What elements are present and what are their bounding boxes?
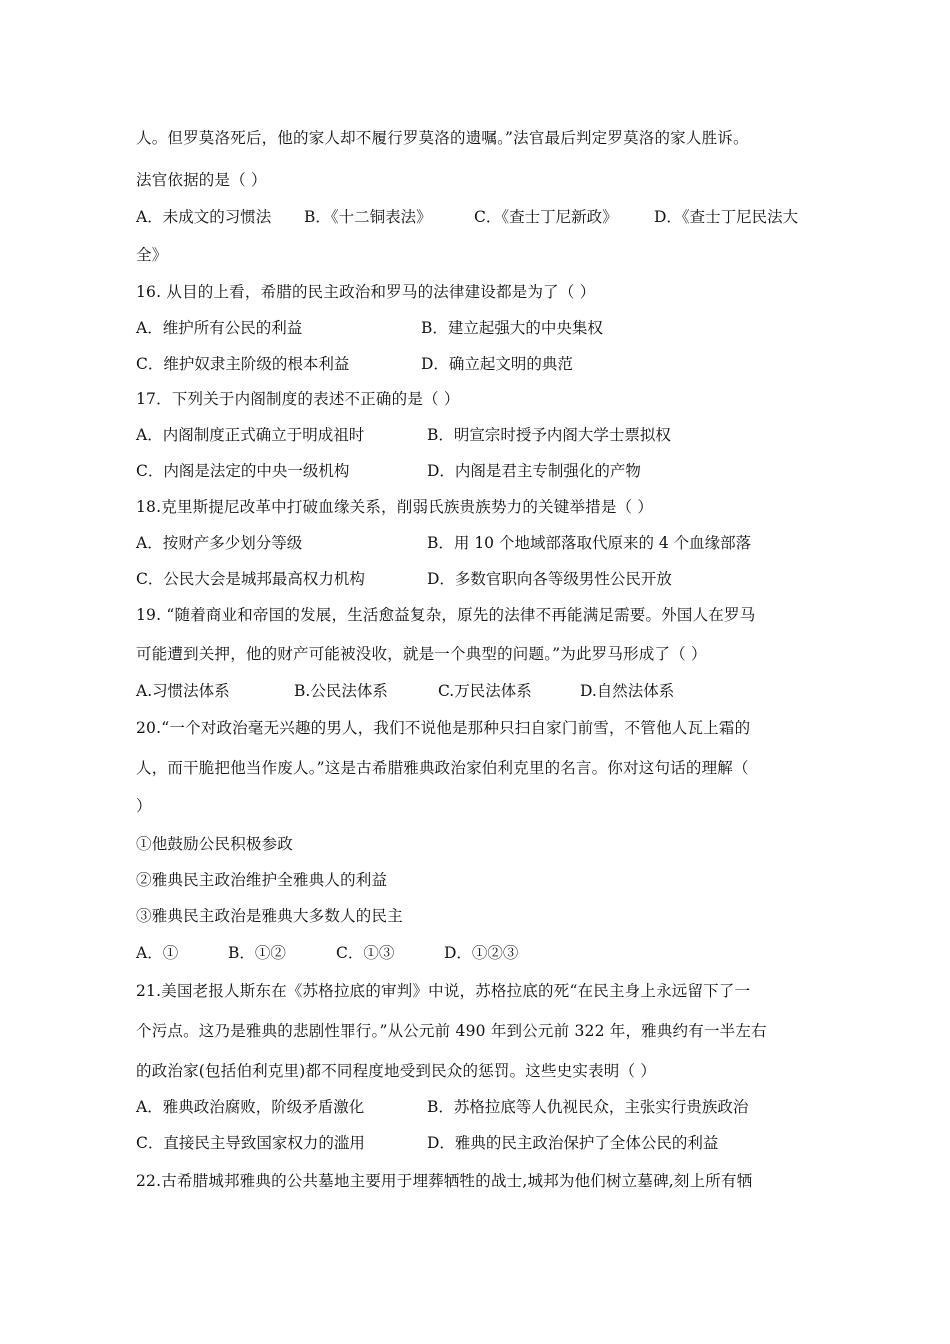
- q16-option-d: D．确立起文明的典范: [421, 355, 573, 373]
- q18-option-c: C．公民大会是城邦最高权力机构: [136, 570, 365, 588]
- q16-option-a: A．维护所有公民的利益: [136, 319, 303, 337]
- q20-item-2: ②雅典民主政治维护全雅典人的利益: [136, 871, 388, 889]
- q20-stem-line-1: 20.“一个对政治毫无兴趣的男人，我们不说他是那种只扫自家门前雪，不管他人瓦上霜的: [136, 719, 751, 737]
- q17-option-c: C．内阁是法定的中央一级机构: [136, 462, 350, 480]
- q15-option-b: B．《十二铜表法》: [304, 208, 432, 226]
- q20-option-a: A．①: [136, 944, 179, 962]
- q20-option-c: C．①③: [336, 944, 395, 962]
- q19-option-d: D.自然法体系: [580, 682, 675, 700]
- q21-stem-line-3: 的政治家(包括伯利克里)都不同程度地受到民众的惩罚。这些史实表明（ ）: [136, 1062, 657, 1080]
- q22-stem-line-1: 22.古希腊城邦雅典的公共墓地主要用于埋葬牺牲的战士,城邦为他们树立墓碑,刻上所有牺: [136, 1172, 753, 1190]
- q17-stem: 17．下列关于内阁制度的表述不正确的是（ ）: [136, 390, 460, 408]
- q21-option-d: D．雅典的民主政治保护了全体公民的利益: [427, 1134, 719, 1152]
- q20-option-d: D．①②③: [444, 944, 519, 962]
- q21-stem-line-2: 个污点。这乃是雅典的悲剧性罪行。”从公元前 490 年到公元前 322 年，雅典约有一半左右: [136, 1022, 767, 1040]
- q16-option-c: C．维护奴隶主阶级的根本利益: [136, 355, 350, 373]
- q19-option-b: B.公民法体系: [294, 682, 388, 700]
- q21-stem-line-1: 21.美国老报人斯东在《苏格拉底的审判》中说，苏格拉底的死“在民主身上永远留下了一: [136, 982, 751, 1000]
- q15-option-d: D．《查士丁尼民法大: [654, 208, 799, 226]
- q19-option-c: C.万民法体系: [438, 682, 532, 700]
- q18-stem: 18.克里斯提尼改革中打破血缘关系，削弱氏族贵族势力的关键举措是（ ）: [136, 498, 654, 516]
- q19-stem-line-1: 19. “随着商业和帝国的发展，生活愈益复杂，原先的法律不再能满足需要。外国人在罗马: [136, 606, 756, 624]
- q16-option-b: B．建立起强大的中央集权: [421, 319, 603, 337]
- q20-option-b: B．①②: [228, 944, 286, 962]
- q15-option-c: C．《查士丁尼新政》: [474, 208, 618, 226]
- q17-option-a: A．内阁制度正式确立于明成祖时: [136, 426, 365, 444]
- q20-item-1: ①他鼓励公民积极参政: [136, 835, 294, 853]
- q17-option-d: D．内阁是君主专制强化的产物: [427, 462, 641, 480]
- q21-option-a: A．雅典政治腐败，阶级矛盾激化: [136, 1098, 365, 1116]
- q20-stem-line-2: 人，而干脆把他当作废人。”这是古希腊雅典政治家伯利克里的名言。你对这句话的理解（: [136, 759, 749, 777]
- q21-option-c: C．直接民主导致国家权力的滥用: [136, 1134, 365, 1152]
- q19-option-a: A.习惯法体系: [136, 682, 230, 700]
- q15-stem-line-2: 法官依据的是（ ）: [136, 171, 267, 189]
- q18-option-b: B．用 10 个地域部落取代原来的 4 个血缘部落: [427, 534, 752, 552]
- q15-stem-line-1: 人。但罗莫洛死后，他的家人却不履行罗莫洛的遗嘱。”法官最后判定罗莫洛的家人胜诉。: [136, 129, 749, 147]
- q19-stem-line-2: 可能遭到关押，他的财产可能被没收，就是一个典型的问题。”为此罗马形成了（ ）: [136, 645, 707, 663]
- q18-option-a: A．按财产多少划分等级: [136, 534, 303, 552]
- q16-stem: 16. 从目的上看，希腊的民主政治和罗马的法律建设都是为了（ ）: [136, 283, 596, 301]
- q20-stem-line-3: ）: [136, 797, 152, 815]
- q20-item-3: ③雅典民主政治是雅典大多数人的民主: [136, 907, 403, 925]
- q21-option-b: B．苏格拉底等人仇视民众，主张实行贵族政治: [427, 1098, 749, 1116]
- q15-option-a: A．未成文的习惯法: [136, 208, 272, 226]
- q15-option-d-continued: 全》: [136, 246, 168, 264]
- q18-option-d: D．多数官职向各等级男性公民开放: [427, 570, 672, 588]
- q17-option-b: B．明宣宗时授予内阁大学士票拟权: [427, 426, 671, 444]
